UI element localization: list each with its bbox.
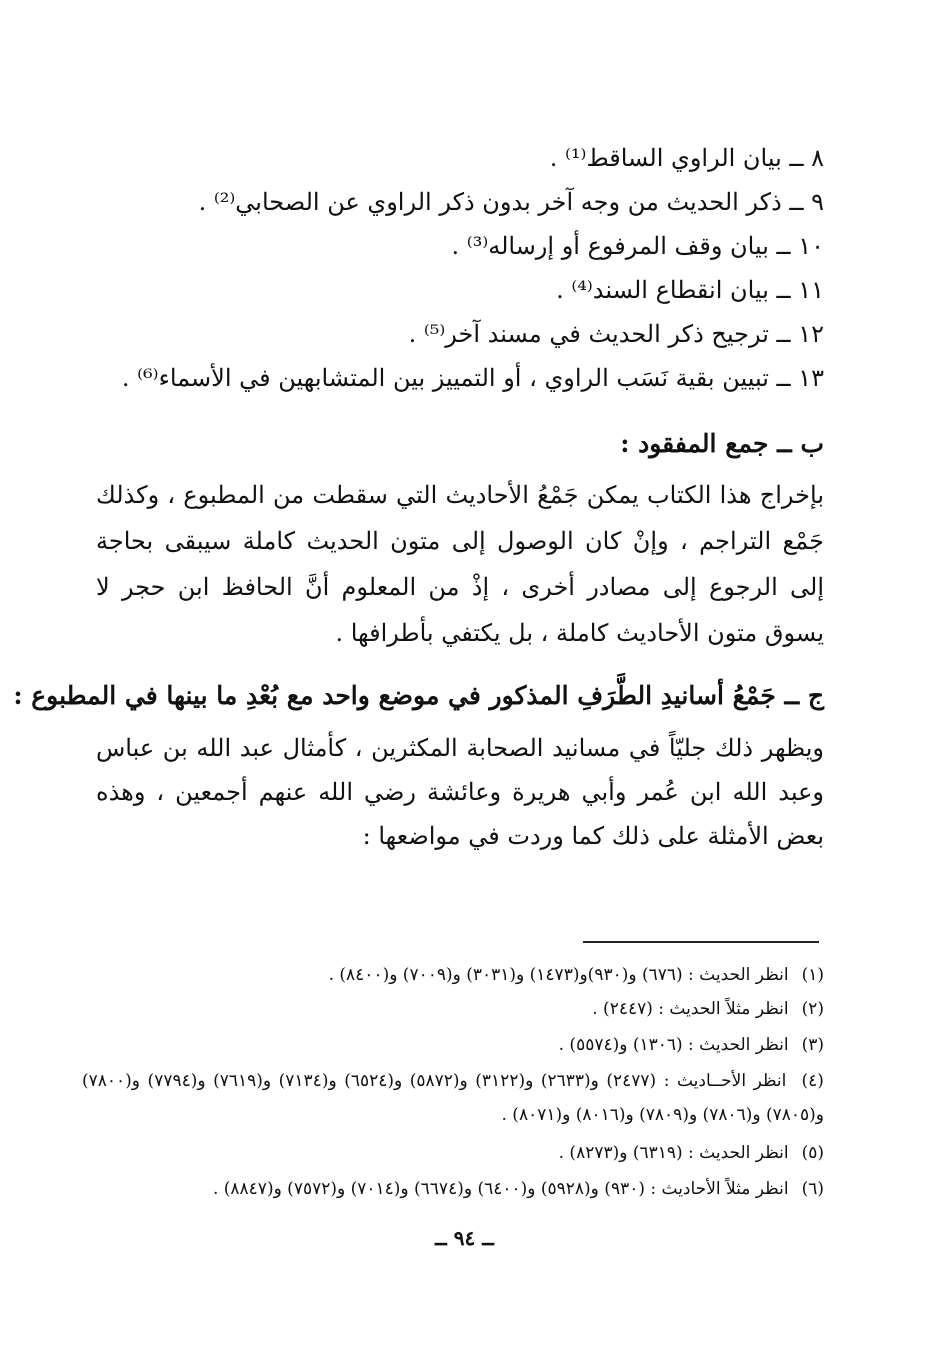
- footnote-text: انظر الأحــاديث : (٢٤٧٧) و(٢٦٣٣) و(٣١٢٢) و(٥٨٧٢) و(٦٥٢٤) و(٧١٣٤) و(٧٦١٩) و(٧٧٩٤) و(٧٨٠٠) و(٧٨٠٥) و(٧٨٠٦) و(٧٨٠٩) و(٨٠١٦) و(٨٠٧١) .: [82, 1071, 824, 1125]
- footnote-text: انظر مثلاً الأحاديث : (٩٣٠) و(٥٩٢٨) و(٦٤٠٠) و(٦٦٧٤) و(٧٠١٤) و(٧٥٧٢) و(٨٨٤٧) .: [212, 1179, 789, 1199]
- footnote-text: انظر الحديث : (٦٣١٩) و(٨٢٧٣) .: [558, 1143, 789, 1163]
- footnote-number: (٥): [801, 1143, 824, 1163]
- footnote: [84, 992, 824, 1026]
- section-c-paragraph: ويظهر ذلك جليّاً في مسانيد الصحابة المكثرين ، كأمثال عبد الله بن عباس وعبد الله ابن عُمر وأبي هريرة وعائشة رضي الله عنهم أجمعين ، وهذه بعض الأمثلة على ذلك كما وردت في مواضعها :: [96, 734, 824, 850]
- list-item: ٩ ــ ذكر الحديث من وجه آخر بدون ذكر الراوي عن الصحابي⁽²⁾ .: [198, 188, 824, 216]
- footnote: [84, 1028, 824, 1062]
- footnote-number: (٦): [801, 1179, 824, 1199]
- footnote-number: (٣): [801, 1035, 824, 1055]
- footnote: [84, 1136, 824, 1170]
- list-item: ١٠ ــ بيان وقف المرفوع أو إرساله⁽³⁾ .: [451, 232, 824, 260]
- section-b-paragraph: بإخراج هذا الكتاب يمكن جَمْعُ الأحاديث التي سقطت من المطبوع ، وكذلك جَمْع التراجم ، وإنْ كان الوصول إلى متون الحديث كاملة سيبقى بحاجة إلى الرجوع إلى مصادر أخرى ، إذْ من المعلوم أنَّ الحافظ ابن حجر لا يسوق متون الأحاديث كاملة ، بل يكتفي بأطرافها .: [96, 481, 824, 647]
- footnote: [84, 958, 824, 992]
- footnote-text: انظر الحديث : (٦٧٦) و(٩٣٠)و(١٤٧٣) و(٣٠٣١) و(٧٠٠٩) و(٨٤٠٠) .: [328, 965, 789, 985]
- footnote-text: انظر مثلاً الحديث : (٢٤٤٧) .: [592, 999, 789, 1019]
- footnote: [84, 1172, 824, 1206]
- footnote-separator: [583, 941, 819, 943]
- footnote: [82, 1064, 824, 1132]
- footnote-number: (٢): [801, 999, 824, 1019]
- page-number: ــ ٩٤ ــ: [435, 1226, 494, 1250]
- list-item: ١٣ ــ تبيين بقية نَسَب الراوي ، أو التمييز بين المتشابهين في الأسماء⁽⁶⁾ .: [121, 364, 824, 392]
- list-item: ٨ ــ بيان الراوي الساقط⁽¹⁾ .: [549, 144, 824, 172]
- footnote-text: انظر الحديث : (١٣٠٦) و(٥٥٧٤) .: [558, 1035, 789, 1055]
- section-c-heading: ج ــ جَمْعُ أسانيدِ الطَّرَفِ المذكور في موضع واحد مع بُعْدِ ما بينها في المطبوع :: [13, 681, 824, 710]
- footnote-number: (٤): [801, 1071, 824, 1091]
- list-item: ١٢ ــ ترجيح ذكر الحديث في مسند آخر⁽⁵⁾ .: [408, 320, 824, 348]
- list-item: ١١ ــ بيان انقطاع السند⁽⁴⁾ .: [556, 276, 824, 304]
- footnote-number: (١): [801, 965, 824, 985]
- section-b-heading: ب ــ جمع المفقود :: [620, 429, 824, 458]
